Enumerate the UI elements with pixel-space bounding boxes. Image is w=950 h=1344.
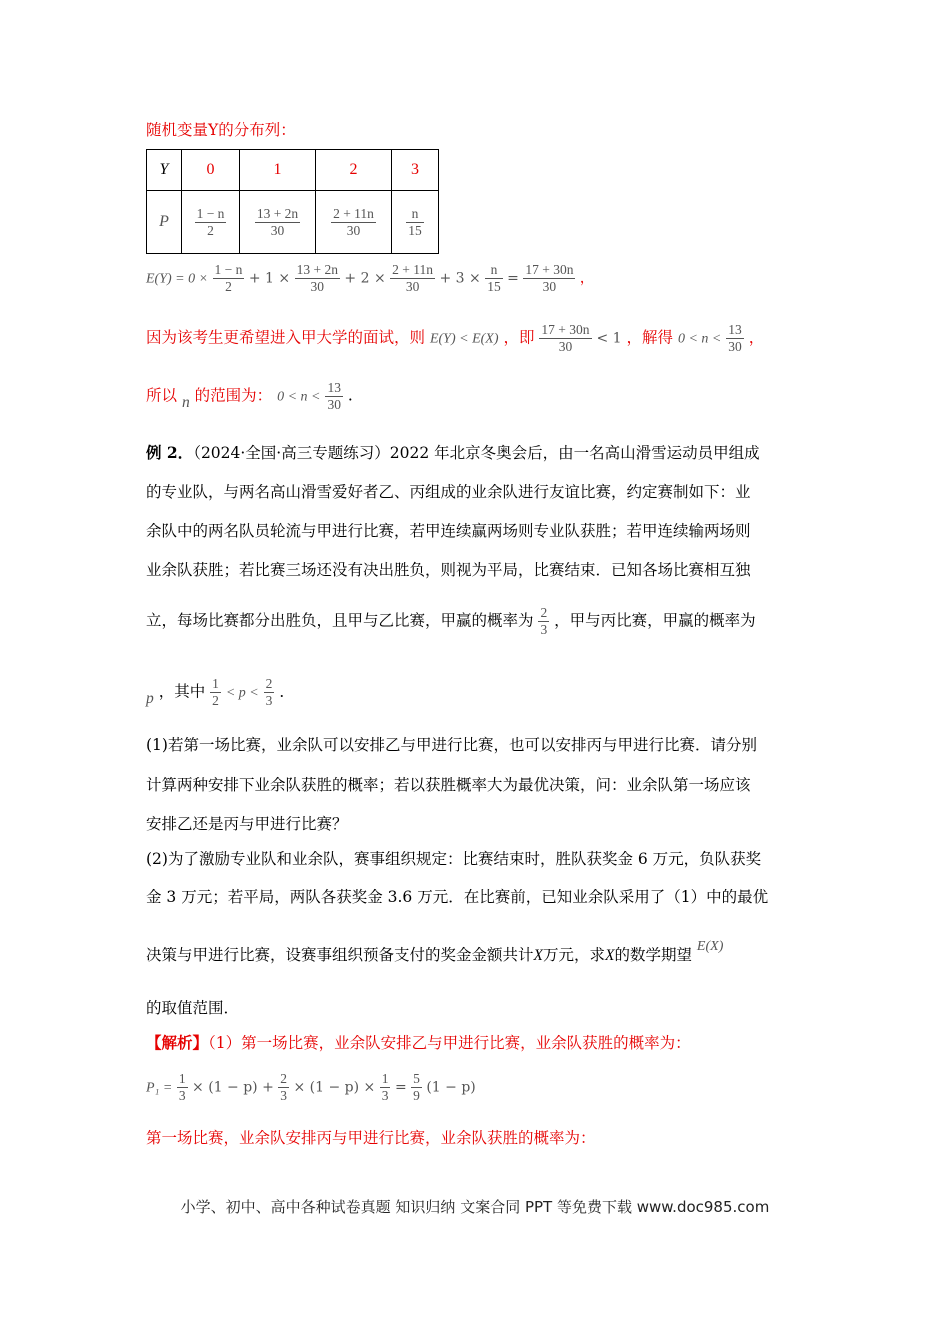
expectation-y-equation: E(Y) = 0 × $\frac{1 - n}{2}$ + 1 × $\frac{13 + 2n}{30}$ + 2 × $\frac{2 + 11n}{30}$ + 3 × $\frac{n}{15}$ = $\frac{17 + 30n}{30}$ ， (146, 262, 594, 294)
solution-line-1: 【解析】（1）第一场比赛，业余队安排乙与甲进行比赛，业余队获胜的概率为： (146, 1033, 691, 1052)
distribution-table (146, 149, 439, 254)
table-prob-3: $\frac{n}{15}$ (392, 191, 439, 254)
page-footer: 小学、初中、高中各种试卷真题 知识归纳 文案合同 PPT 等免费下载 www.doc985.com (180, 1198, 770, 1216)
table-value-3: 3 (392, 150, 439, 191)
table-prob-1: $\frac{13 + 2n}{30}$ (240, 191, 316, 254)
table-value-2: 2 (316, 150, 392, 191)
example-line-2: 的专业队，与两名高山滑雪爱好者乙、丙组成的业余队进行友谊比赛，约定赛制如下：业 (146, 483, 751, 501)
table-value-1: 1 (240, 150, 316, 191)
example-line-3: 余队中的两名队员轮流与甲进行比赛，若甲连续赢两场则专业队获胜；若甲连续输两场则 (146, 522, 751, 540)
table-header-y: Y (147, 150, 182, 191)
table-value-0: 0 (182, 150, 240, 191)
example-line-6: p ，其中 $\frac{1}{2}$ < p < $\frac{2}{3}$ ． (146, 676, 295, 708)
distribution-heading: 随机变量Y的分布列： (146, 121, 296, 139)
question-2-line-4: 的取值范围． (146, 999, 240, 1017)
solution-p1-equation: P₁ = $\frac{1}{3}$ × (1 − p) + $\frac{2}{3}$ × (1 − p) × $\frac{1}{3}$ = $\frac{5}{9}$ (1 − p) (146, 1071, 476, 1103)
question-1-line-3: 安排乙还是丙与甲进行比赛？ (146, 815, 348, 833)
table-prob-0: $\frac{1 - n}{2}$ (182, 191, 240, 254)
because-line: 因为该考生更希望进入甲大学的面试，则 E(Y) < E(X) ，即 $\frac{17 + 30n}{30}$ < 1 ，解得 0 < n < $\frac{13}{30}$ ， (146, 322, 765, 354)
question-2-line-1: (2)为了激励专业队和业余队，赛事组织规定：比赛结束时，胜队获奖金 6 万元，负队获奖 (146, 850, 762, 868)
question-2-line-2: 金 3 万元；若平局，两队各获奖金 3.6 万元．在比赛前，已知业余队采用了（1）中的最优 (146, 888, 769, 906)
question-1-line-1: (1)若第一场比赛，业余队可以安排乙与甲进行比赛，也可以安排丙与甲进行比赛．请分别 (146, 736, 757, 754)
range-line: 所以 n 的范围为： 0 < n < $\frac{13}{30}$ . (146, 380, 353, 412)
example-label: 例 2． (146, 443, 194, 462)
example-line-5: 立，每场比赛都分出胜负，且甲与乙比赛，甲赢的概率为 $\frac{2}{3}$ ，甲与丙比赛，甲赢的概率为 (146, 605, 756, 637)
example-line-4: 业余队获胜；若比赛三场还没有决出胜负，则视为平局，比赛结束．已知各场比赛相互独 (146, 561, 751, 579)
table-prob-2: $\frac{2 + 11n}{30}$ (316, 191, 392, 254)
solution-label: 【解析】 (146, 1033, 209, 1052)
question-1-line-2: 计算两种安排下业余队获胜的概率；若以获胜概率大为最优决策，问：业余队第一场应该 (146, 776, 751, 794)
question-2-line-3: 决策与甲进行比赛，设赛事组织预备支付的奖金金额共计X万元，求X的数学期望 E(X) (146, 939, 724, 964)
table-header-p: P (147, 191, 182, 254)
example-line-1: 例 2．（2024·全国·高三专题练习）2022 年北京冬奥会后，由一名高山滑雪运动员甲组成 (146, 443, 760, 462)
solution-line-2: 第一场比赛，业余队安排丙与甲进行比赛，业余队获胜的概率为： (146, 1129, 596, 1147)
